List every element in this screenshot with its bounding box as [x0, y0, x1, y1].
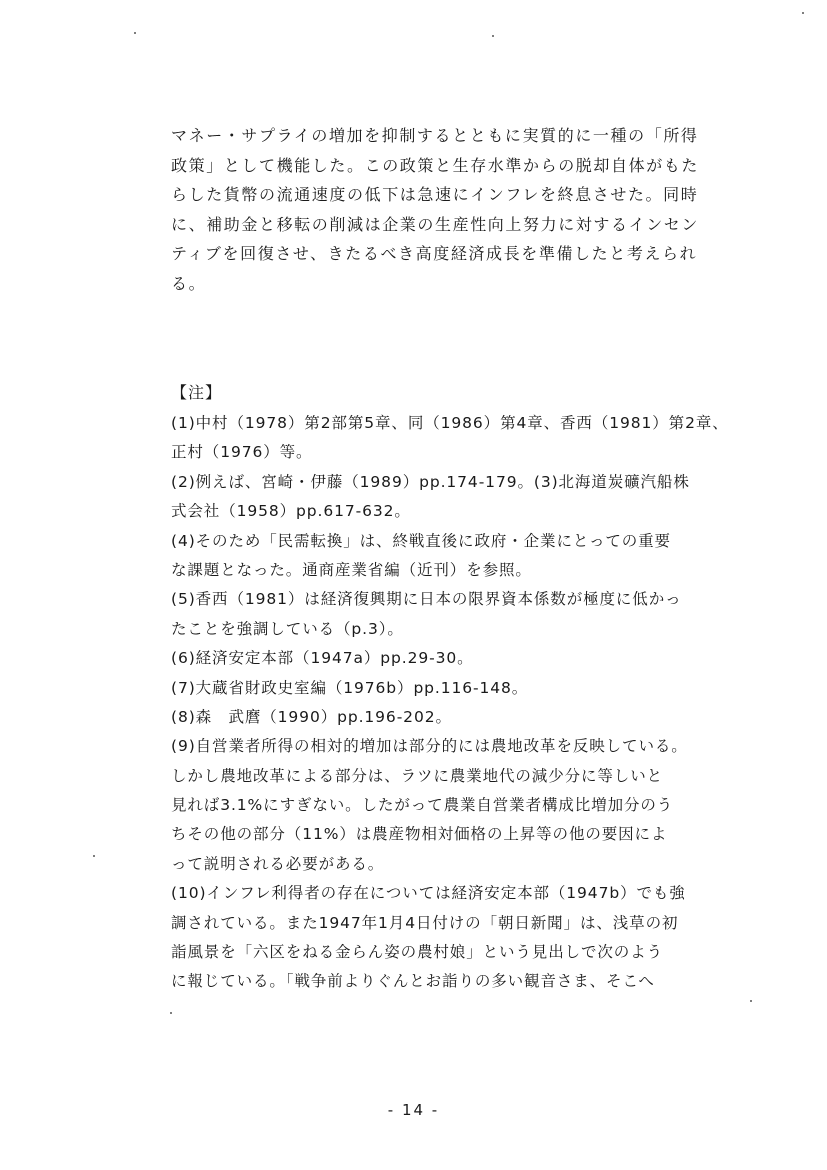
note-line: (9)自営業者所得の相対的増加は部分的には農地改革を反映している。: [171, 737, 688, 756]
note-line: 見れば3.1%にすぎない。したがって農業自営業者構成比増加分のう: [171, 796, 674, 815]
note-line: 式会社（1958）pp.617-632。: [171, 502, 411, 521]
body-line: る。: [171, 273, 207, 293]
note-line: (1)中村（1978）第2部第5章、同（1986）第4章、香西（1981）第2章、: [171, 414, 729, 432]
note-line: (2)例えば、宮崎・伊藤（1989）pp.174-179。(3)北海道炭礦汽船株: [171, 472, 690, 491]
note-line: (7)大蔵省財政史室編（1976b）pp.116-148。: [171, 678, 529, 697]
scan-speck: [93, 855, 95, 857]
scan-speck: [134, 32, 136, 34]
body-paragraph: [171, 121, 700, 298]
body-line: ティブを回復させ、きたるべき高度経済成長を準備したと考えられ: [171, 244, 698, 263]
note-line: に報じている。「戦争前よりぐんとお詣りの多い観音さま、そこへ: [171, 972, 655, 991]
note-line: 正村（1976）等。: [171, 443, 313, 462]
scan-speck: [750, 1000, 752, 1002]
notes-heading: 【注】: [171, 383, 223, 402]
note-line: (4)そのため「民需転換」は、終戦直後に政府・企業にとっての重要: [171, 531, 671, 550]
body-line: 政策」として機能した。この政策と生存水準からの脱却自体がもた: [171, 155, 700, 175]
note-line: たことを強調している（p.3）。: [171, 619, 404, 638]
scan-speck: [170, 1012, 172, 1014]
note-line: (8)森 武麿（1990）pp.196-202。: [171, 707, 452, 726]
note-line: な課題となった。通商産業省編（近刊）を参照。: [171, 560, 532, 579]
scan-speck: [802, 12, 804, 14]
body-line: らした貨幣の流通速度の低下は急速にインフレを終息させた。同時: [171, 185, 699, 204]
note-line: しかし農地改革による部分は、ラツに農業地代の減少分に等しいと: [171, 766, 664, 785]
note-line: (6)経済安定本部（1947a）pp.29-30。: [171, 649, 474, 668]
page-number: - 14 -: [387, 1101, 440, 1119]
note-line: (10)インフレ利得者の存在については経済安定本部（1947b）でも強: [171, 884, 686, 903]
note-line: って説明される必要がある。: [171, 854, 385, 873]
note-line: 詣風景を「六区をねる金らん姿の農村娘」という見出しで次のよう: [171, 943, 664, 962]
notes-section: [171, 378, 729, 997]
note-line: (5)香西（1981）は経済復興期に日本の限界資本係数が極度に低かっ: [171, 590, 682, 609]
body-line: に、補助金と移転の削減は企業の生産性向上努力に対するインセン: [171, 214, 700, 234]
note-line: 調されている。また1947年1月4日付けの「朝日新聞」は、浅草の初: [171, 913, 679, 932]
note-line: ちその他の部分（11%）は農産物相対価格の上昇等の他の要因によ: [171, 825, 668, 844]
scan-speck: [492, 35, 494, 37]
body-line: マネー・サプライの増加を抑制するとともに実質的に一種の「所得: [171, 126, 699, 145]
